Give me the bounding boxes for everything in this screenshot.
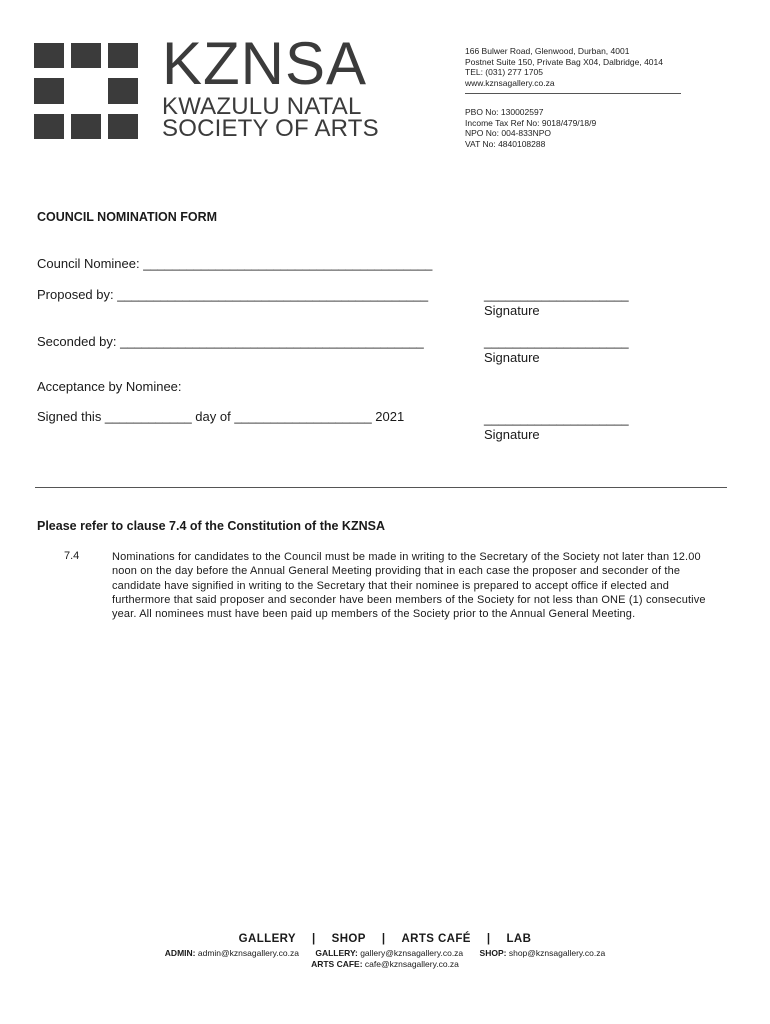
vat-number: VAT No: 4840108288 (465, 138, 546, 149)
address-block (465, 46, 663, 88)
footer-nav-lab: LAB (506, 933, 532, 945)
shop-label: SHOP: (479, 948, 507, 958)
footer-nav-separator: | (312, 933, 316, 945)
address-line: 166 Bulwer Road, Glenwood, Durban, 4001 (465, 46, 630, 56)
npo-number: NPO No: 004-833NPO (465, 128, 551, 138)
footer-nav-separator: | (486, 933, 491, 945)
admin-label: ADMIN: (164, 948, 196, 958)
footer-nav-arts-cafe: ARTS CAFÉ (401, 933, 471, 945)
signed-date-field[interactable]: Signed this ____________ day of ___________________ 2021 (37, 409, 405, 424)
footer-nav-shop: SHOP (331, 933, 366, 945)
shop-email[interactable]: shop@kznsagallery.co.za (508, 948, 606, 958)
footer-nav-separator: | (381, 933, 386, 945)
footer-nav (0, 933, 770, 945)
proposer-signature-line[interactable]: ____________________ (484, 287, 629, 302)
proposer-signature-label: Signature (484, 303, 540, 318)
footer-nav-gallery: GALLERY (238, 933, 296, 945)
shop-contact (480, 948, 606, 959)
section-divider (35, 487, 727, 488)
pbo-number: PBO No: 130002597 (465, 107, 544, 117)
constitution-heading: Please refer to clause 7.4 of the Constitution of the KZNSA (37, 519, 385, 533)
admin-contact (165, 948, 299, 959)
kznsa-logo-mark (34, 43, 138, 139)
footer-contacts (0, 948, 770, 970)
logo-subtitle-line1: KWAZULU NATAL (162, 93, 362, 120)
council-nominee-field[interactable]: Council Nominee: ________________________________________ (37, 256, 433, 271)
seconder-signature-line[interactable]: ____________________ (484, 334, 629, 349)
tax-ref-number: Income Tax Ref No: 9018/479/18/9 (465, 117, 597, 128)
cafe-email[interactable]: cafe@kznsagallery.co.za (364, 959, 459, 969)
seconder-signature-label: Signature (484, 350, 540, 365)
seconded-by-field[interactable]: Seconded by: __________________________________________ (37, 334, 424, 349)
proposed-by-field[interactable]: Proposed by: ___________________________________________ (37, 287, 429, 302)
cafe-contact (311, 959, 459, 970)
logo-wordmark: KZNSA (162, 30, 368, 97)
gallery-email[interactable]: gallery@kznsagallery.co.za (360, 948, 464, 958)
registration-block (465, 107, 596, 149)
nominee-signature-line[interactable]: ____________________ (484, 411, 629, 426)
website-line: www.kznsagallery.co.za (465, 77, 555, 88)
form-title: COUNCIL NOMINATION FORM (37, 210, 218, 224)
gallery-label: GALLERY: (315, 948, 358, 958)
logo-subtitle-line2: SOCIETY OF ARTS (162, 115, 379, 142)
gallery-contact (315, 948, 463, 959)
address-line: Postnet Suite 150, Private Bag X04, Dalbridge, 4014 (465, 56, 663, 67)
address-line: TEL: (031) 277 1705 (465, 67, 543, 77)
clause-text: Nominations for candidates to the Council must be made in writing to the Secretary of the Society not later than 12.00 noon on the day before the Annual General Meeting providing that in each case the proposer and seconder of the candidate have signified in writing to the Secretary that their nominee is prepared to accept office if elected and furthermore that said proposer and seconder have been members of the Society for not less than ONE (1) consecutive year. All nominees must have been paid up members of the Society prior to the Annual General Meeting. (112, 551, 706, 621)
acceptance-label: Acceptance by Nominee: (37, 379, 182, 394)
clause-number: 7.4 (64, 550, 80, 562)
admin-email[interactable]: admin@kznsagallery.co.za (197, 948, 299, 958)
cafe-label: ARTS CAFE: (311, 959, 363, 969)
nominee-signature-label: Signature (484, 427, 540, 442)
address-divider (465, 93, 681, 94)
